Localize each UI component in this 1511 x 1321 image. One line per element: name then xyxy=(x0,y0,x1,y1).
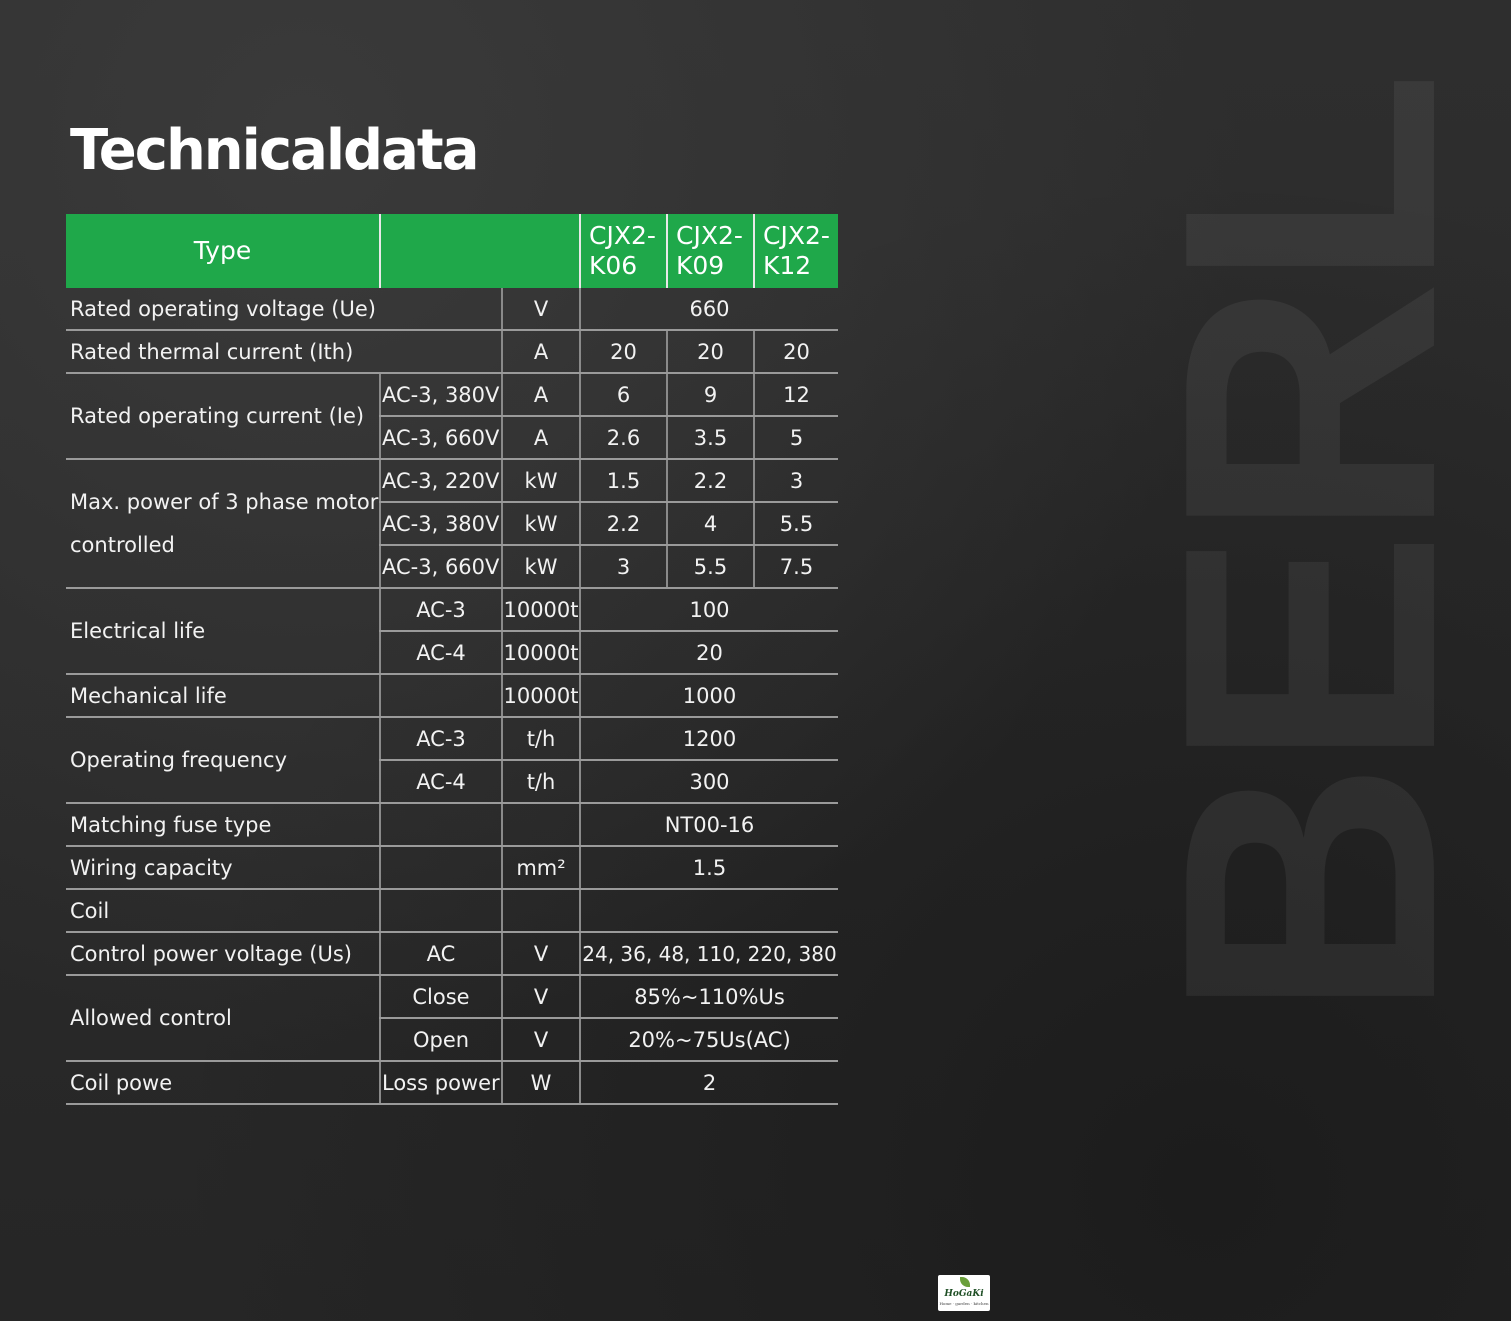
brand-logo xyxy=(938,1275,990,1311)
row-value: 24, 36, 48, 110, 220, 380 xyxy=(580,932,838,975)
row-unit: kW xyxy=(502,502,580,545)
header-model-k06: CJX2-K06 xyxy=(580,214,667,288)
row-label: Wiring capacity xyxy=(66,846,380,889)
row-label: Matching fuse type xyxy=(66,803,380,846)
row-value: 660 xyxy=(580,288,838,330)
logo-tagline: Home · garden · kitchen xyxy=(939,1301,989,1306)
row-label: Rated thermal current (Ith) xyxy=(66,330,380,373)
row-unit: V xyxy=(502,932,580,975)
row-unit: A xyxy=(502,330,580,373)
row-label: Allowed control xyxy=(66,975,380,1061)
row-value-k12: 20 xyxy=(754,330,838,373)
row-value-k12: 12 xyxy=(754,373,838,416)
table-row xyxy=(66,975,838,1018)
row-label: Operating frequency xyxy=(66,717,380,803)
row-value: NT00-16 xyxy=(580,803,838,846)
row-label: Rated operating current (Ie) xyxy=(66,373,380,459)
row-condition: AC-4 xyxy=(380,760,502,803)
row-value-k06: 2.2 xyxy=(580,502,667,545)
row-condition xyxy=(380,889,502,932)
row-unit: kW xyxy=(502,459,580,502)
row-label: Mechanical life xyxy=(66,674,380,717)
row-condition: AC-3, 660V xyxy=(380,545,502,588)
row-unit: V xyxy=(502,1018,580,1061)
row-value-k09: 5.5 xyxy=(667,545,754,588)
table-row xyxy=(66,674,838,717)
row-condition: AC xyxy=(380,932,502,975)
row-value-k06: 6 xyxy=(580,373,667,416)
table-row xyxy=(66,1061,838,1104)
row-condition: Loss power xyxy=(380,1061,502,1104)
row-label: Rated operating voltage (Ue) xyxy=(66,288,380,330)
header-model-k09: CJX2-K09 xyxy=(667,214,754,288)
row-unit: kW xyxy=(502,545,580,588)
row-value-k09: 9 xyxy=(667,373,754,416)
row-condition xyxy=(380,330,502,373)
table-row xyxy=(66,588,838,631)
row-value-k09: 4 xyxy=(667,502,754,545)
row-label: Coil powe xyxy=(66,1061,380,1104)
table-row xyxy=(66,459,838,502)
logo-name: HoGaKi xyxy=(944,1289,984,1299)
table-row xyxy=(66,846,838,889)
row-value: 1000 xyxy=(580,674,838,717)
row-value-k06: 3 xyxy=(580,545,667,588)
row-condition: AC-3, 220V xyxy=(380,459,502,502)
leaf-icon xyxy=(960,1277,970,1287)
row-unit: t/h xyxy=(502,717,580,760)
row-condition: Close xyxy=(380,975,502,1018)
row-unit: 10000t xyxy=(502,631,580,674)
row-value: 100 xyxy=(580,588,838,631)
header-model-k12: CJX2-K12 xyxy=(754,214,838,288)
table-row xyxy=(66,717,838,760)
row-value: 2 xyxy=(580,1061,838,1104)
row-condition: AC-3, 660V xyxy=(380,416,502,459)
page-title: Technicaldata xyxy=(70,118,478,183)
table-row xyxy=(66,932,838,975)
row-value xyxy=(580,889,838,932)
row-value-k09: 2.2 xyxy=(667,459,754,502)
table-row xyxy=(66,373,838,416)
row-value: 1200 xyxy=(580,717,838,760)
table-row xyxy=(66,889,838,932)
row-condition: AC-3, 380V xyxy=(380,373,502,416)
row-condition xyxy=(380,288,502,330)
row-value: 20%~75Us(AC) xyxy=(580,1018,838,1061)
row-condition xyxy=(380,674,502,717)
header-blank xyxy=(380,214,580,288)
table-row xyxy=(66,803,838,846)
row-unit: 10000t xyxy=(502,674,580,717)
row-value-k06: 20 xyxy=(580,330,667,373)
table-row xyxy=(66,330,838,373)
row-value-k06: 1.5 xyxy=(580,459,667,502)
row-unit xyxy=(502,803,580,846)
row-label: Max. power of 3 phase motor controlled xyxy=(66,459,380,588)
row-condition: AC-3 xyxy=(380,717,502,760)
row-label: Coil xyxy=(66,889,380,932)
row-value-k12: 5 xyxy=(754,416,838,459)
table-header-row xyxy=(66,214,838,288)
row-unit: A xyxy=(502,373,580,416)
row-unit: mm² xyxy=(502,846,580,889)
row-value: 1.5 xyxy=(580,846,838,889)
row-value: 20 xyxy=(580,631,838,674)
row-unit: V xyxy=(502,975,580,1018)
header-type: Type xyxy=(66,214,380,288)
row-unit: A xyxy=(502,416,580,459)
row-condition xyxy=(380,803,502,846)
row-unit: V xyxy=(502,288,580,330)
row-value-k12: 3 xyxy=(754,459,838,502)
row-unit xyxy=(502,889,580,932)
row-value-k09: 20 xyxy=(667,330,754,373)
row-value: 85%~110%Us xyxy=(580,975,838,1018)
row-label: Electrical life xyxy=(66,588,380,674)
row-value: 300 xyxy=(580,760,838,803)
row-condition: AC-3 xyxy=(380,588,502,631)
row-unit: W xyxy=(502,1061,580,1104)
technical-data-table xyxy=(66,214,838,1105)
brand-watermark: BERL xyxy=(1109,80,1511,1020)
row-label: Control power voltage (Us) xyxy=(66,932,380,975)
row-value-k12: 5.5 xyxy=(754,502,838,545)
row-condition: Open xyxy=(380,1018,502,1061)
row-value-k12: 7.5 xyxy=(754,545,838,588)
row-condition: AC-4 xyxy=(380,631,502,674)
row-value-k06: 2.6 xyxy=(580,416,667,459)
table-row xyxy=(66,288,838,330)
row-value-k09: 3.5 xyxy=(667,416,754,459)
row-unit: t/h xyxy=(502,760,580,803)
row-condition: AC-3, 380V xyxy=(380,502,502,545)
row-condition xyxy=(380,846,502,889)
row-unit: 10000t xyxy=(502,588,580,631)
